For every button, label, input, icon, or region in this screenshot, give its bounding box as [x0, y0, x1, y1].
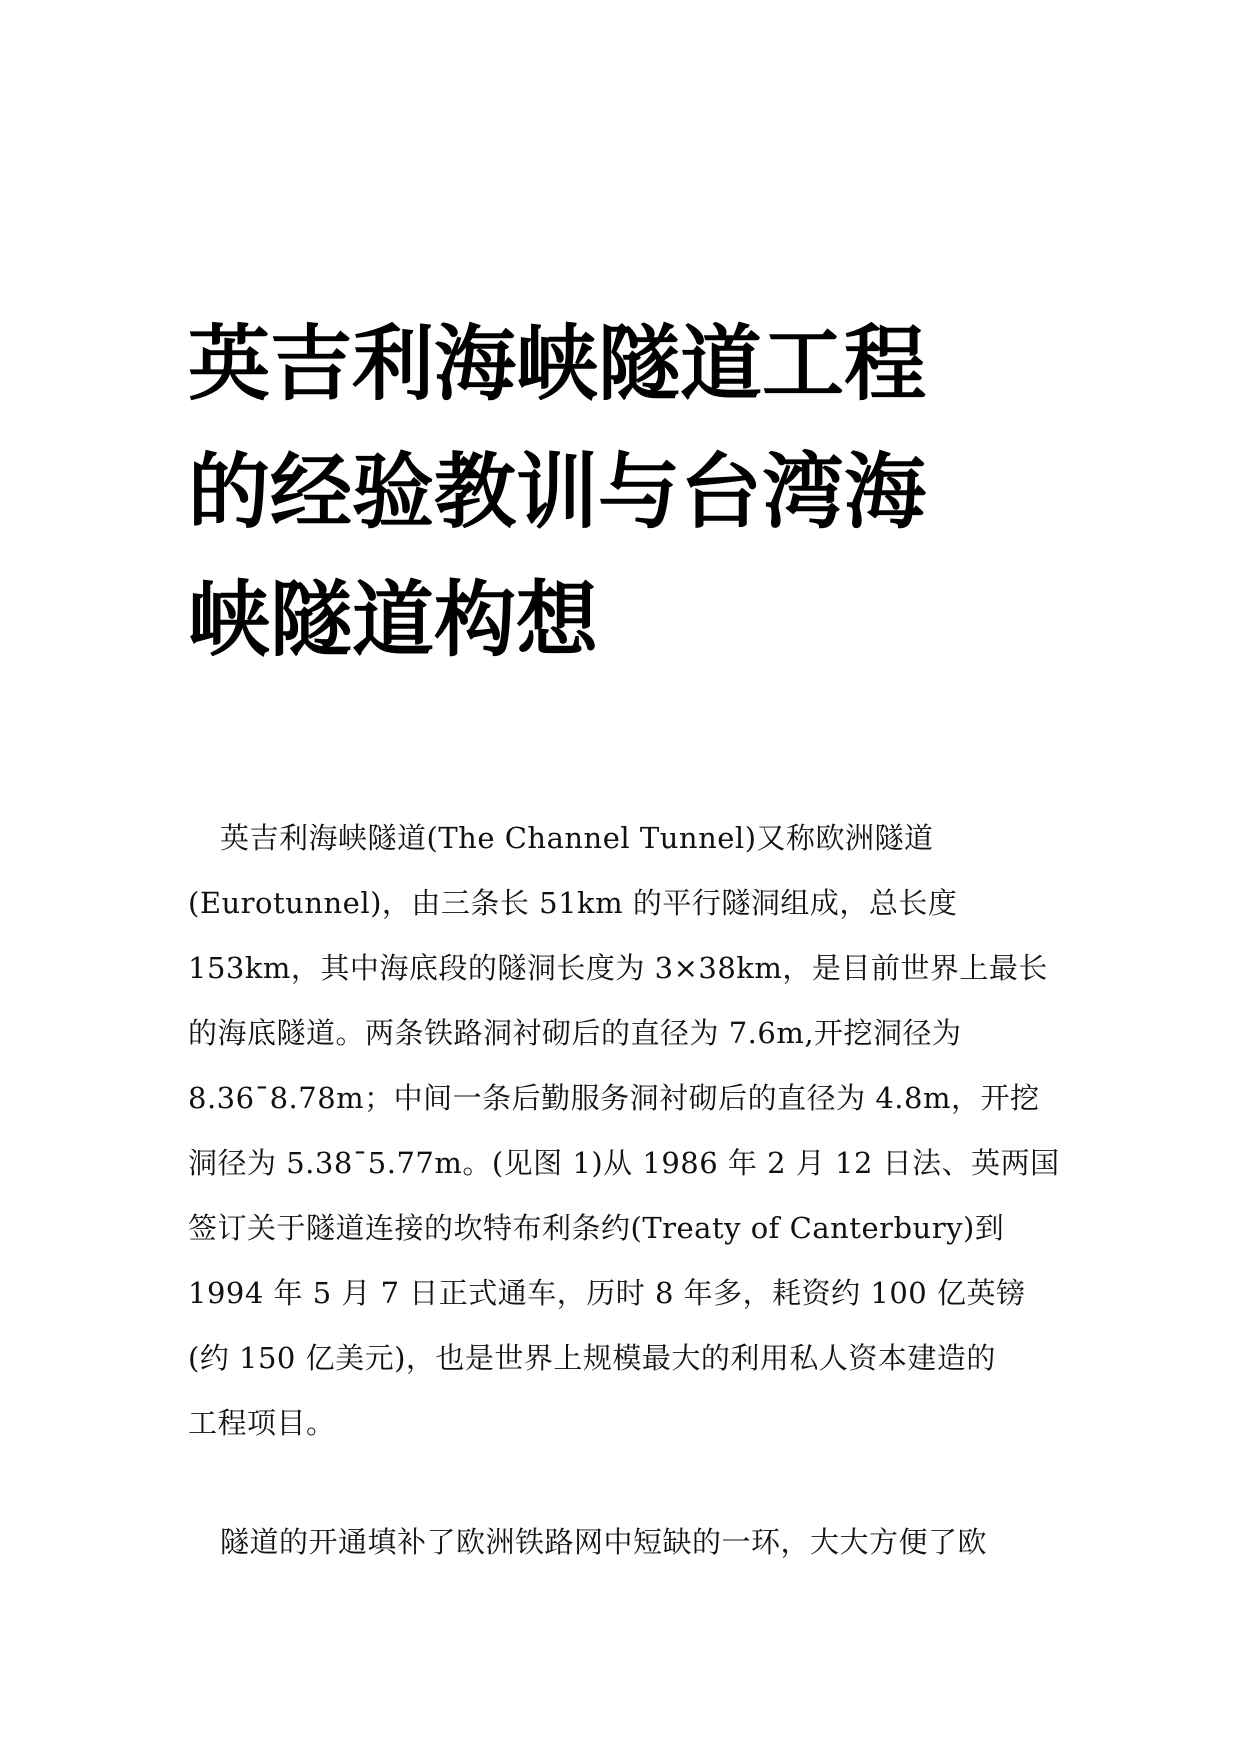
document-title — [188, 300, 1068, 684]
paragraph-line: 153km，其中海底段的隧洞长度为 3×38km，是目前世界上最长 — [188, 951, 1048, 985]
paragraph-line: 英吉利海峡隧道(The Channel Tunnel)又称欧洲隧道 — [220, 821, 934, 855]
paragraph-line: (约 150 亿美元)，也是世界上规模最大的利用私人资本建造的 — [188, 1341, 996, 1375]
paragraph-line: 隧道的开通填补了欧洲铁路网中短缺的一环，大大方便了欧 — [220, 1525, 988, 1559]
paragraph-line: 工程项目。 — [188, 1406, 336, 1440]
paragraph-line: 洞径为 5.38¯5.77m。(见图 1)从 1986 年 2 月 12 日法、英两国 — [188, 1146, 1060, 1180]
paragraph-line: 的海底隧道。两条铁路洞衬砌后的直径为 7.6m,开挖洞径为 — [188, 1016, 962, 1050]
paragraph-line: 签订关于隧道连接的坎特布利条约(Treaty of Canterbury)到 — [188, 1211, 1005, 1245]
title-line: 峡隧道构想 — [188, 572, 599, 668]
paragraph-line: 1994 年 5 月 7 日正式通车，历时 8 年多，耗资约 100 亿英镑 — [188, 1276, 1026, 1310]
title-line: 的经验教训与台湾海 — [188, 444, 927, 540]
paragraph-line: 8.36¯8.78m；中间一条后勤服务洞衬砌后的直径为 4.8m，开挖 — [188, 1081, 1040, 1115]
paragraph-tunnel-opening — [188, 1510, 1048, 1575]
title-line: 英吉利海峡隧道工程 — [188, 316, 927, 412]
paragraph-channel-tunnel-intro — [188, 806, 1060, 1456]
paragraph-line: (Eurotunnel)，由三条长 51km 的平行隧洞组成，总长度 — [188, 886, 958, 920]
